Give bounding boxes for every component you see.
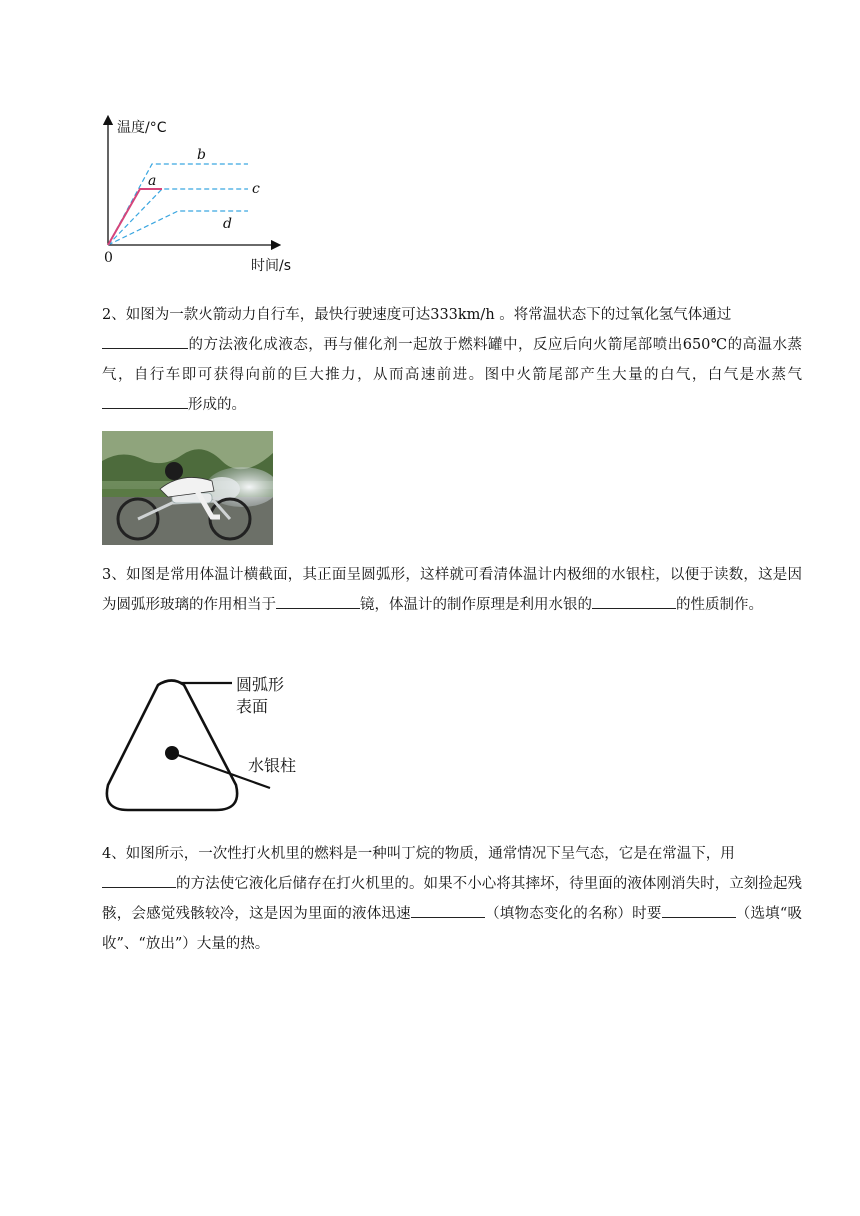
question-3: 3、如图是常用体温计横截面，其正面呈圆弧形，这样就可看清体温计内极细的水银柱，以便于读数，这是因为圆弧形玻璃的作用相当于 镜，体温计的制作原理是利用水银的 的性质制作。 (102, 567, 802, 613)
line-label-c: c (252, 181, 260, 197)
answer-blank[interactable] (102, 330, 188, 349)
x-axis-label: 时间/s (251, 258, 292, 274)
question-2: 2、如图为一款火箭动力自行车，最快行驶速度可达333km/h 。将常温状态下的过氧化氢气体通过 的方法液化成液态，再与催化剂一起放于燃料罐中，反应后向火箭尾部喷出650℃的高温水蒸气，自行车即可获得向前的巨大推力，从而高速前进。图中火箭尾部产生大量的白气，白气是水蒸气形成的。 (102, 307, 802, 413)
line-label-d: d (223, 216, 232, 232)
answer-blank[interactable] (276, 590, 360, 609)
thermometer-outline (107, 681, 237, 811)
surface-label: 圆弧形 (236, 675, 285, 694)
origin-label: 0 (104, 250, 113, 266)
answer-blank[interactable] (102, 869, 176, 888)
mercury-column-label: 水银柱 (248, 756, 297, 775)
surface-label-2: 表面 (236, 697, 269, 716)
answer-blank[interactable] (662, 899, 736, 918)
temperature-time-graph (96, 112, 310, 274)
thermometer-cross-section-diagram (100, 670, 310, 815)
line-label-a: a (148, 173, 157, 189)
line-b (108, 164, 248, 245)
answer-blank[interactable] (102, 390, 188, 409)
line-label-b: b (197, 147, 206, 163)
answer-blank[interactable] (411, 899, 485, 918)
question-4: 4、如图所示，一次性打火机里的燃料是一种叫丁烷的物质，通常情况下呈气态，它是在常温下，用 的方法使它液化后储存在打火机里的。如果不小心将其摔坏，待里面的液体刚消失时，立刻捡起残骸，会感觉残骸较冷，这是因为里面的液体迅速 （填物态变化的名称）时要 （选填“吸收”、“放出”）大量的热。 (102, 846, 803, 952)
rocket-bicycle-photo (102, 431, 273, 545)
y-axis-label: 温度/°C (117, 120, 167, 136)
answer-blank[interactable] (592, 590, 676, 609)
